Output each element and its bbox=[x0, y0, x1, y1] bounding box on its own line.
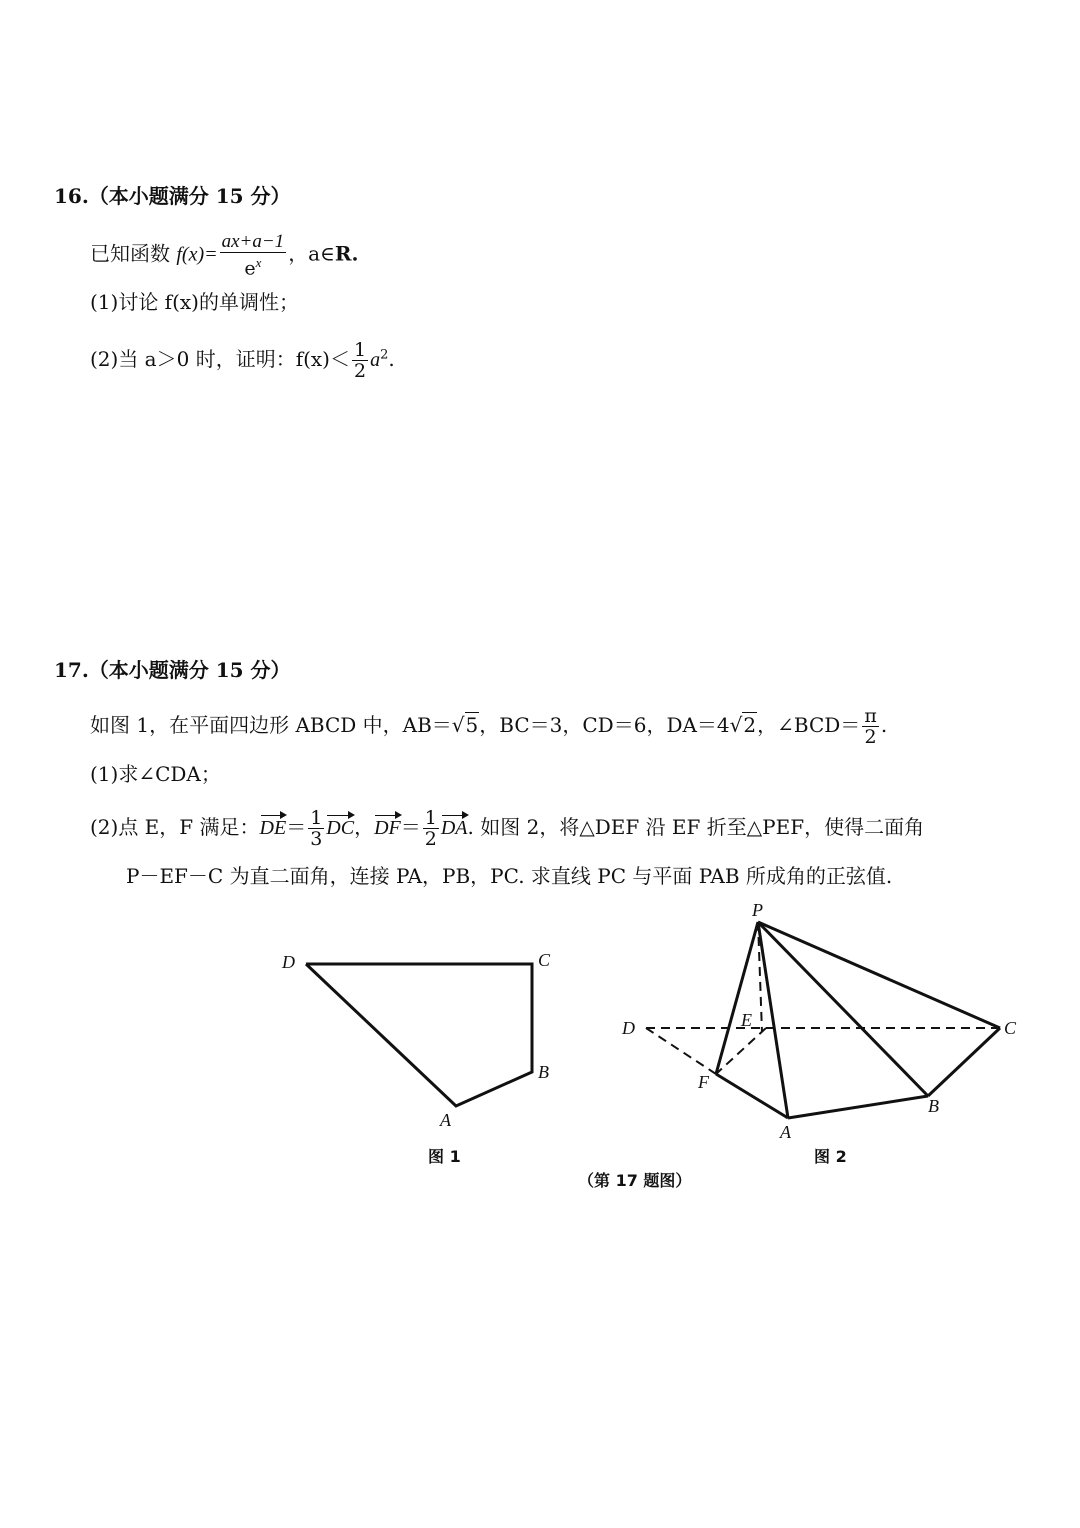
q16-part2-exp: 2 bbox=[380, 347, 389, 363]
q17-comma: ， bbox=[354, 815, 375, 839]
q16-func: f(x)= bbox=[176, 243, 218, 266]
sqrt-sign: √ bbox=[729, 713, 743, 737]
q16-numerator: ax+a−1 bbox=[221, 231, 285, 252]
edge-pc bbox=[758, 922, 1000, 1028]
fig2-label-e: E bbox=[741, 1010, 752, 1030]
q17-frac1 bbox=[308, 808, 324, 849]
edge-pb bbox=[758, 922, 928, 1096]
q16-part2-den: 2 bbox=[353, 360, 367, 382]
q17-part2-a: (2)点 E，F 满足： bbox=[90, 815, 260, 839]
q17-line1-c: ，∠BCD＝ bbox=[757, 713, 861, 737]
vector-df: DF bbox=[374, 814, 401, 842]
q17-sqrt5: 5 bbox=[465, 713, 479, 737]
fig1-label-c: C bbox=[538, 950, 551, 970]
q17-header: 17.（本小题满分 15 分） bbox=[54, 658, 291, 682]
edge-pf bbox=[716, 922, 758, 1074]
sqrt-sign: √ bbox=[451, 713, 465, 737]
edge-bc bbox=[928, 1028, 1000, 1096]
q17-part1: (1)求∠CDA； bbox=[90, 762, 221, 786]
q17-pi-den: 2 bbox=[864, 726, 877, 748]
q17-line1-b: ，BC＝3，CD＝6，DA＝4 bbox=[479, 713, 730, 737]
fig2-caption: 图 2 bbox=[814, 1147, 847, 1166]
q16-part1: (1)讨论 f(x)的单调性； bbox=[90, 290, 299, 314]
q16-denominator bbox=[220, 253, 287, 278]
q16-given-suffix: ，a∈ bbox=[288, 241, 335, 266]
q16-header: 16.（本小题满分 15 分） bbox=[54, 184, 291, 208]
edge-ab bbox=[788, 1096, 928, 1118]
vector-de: DE bbox=[260, 814, 287, 842]
fig1-label-a: A bbox=[440, 1110, 451, 1130]
q17-frac2-den: 2 bbox=[424, 828, 437, 850]
q16-part2-var: a bbox=[370, 349, 381, 371]
q17-pi-num: π bbox=[864, 705, 877, 727]
q17-line1-a: 如图 1，在平面四边形 ABCD 中，AB＝ bbox=[90, 713, 452, 737]
q16-part2-fraction bbox=[352, 340, 368, 381]
q17-line1-end: . bbox=[880, 713, 888, 737]
vector-da: DA bbox=[441, 814, 468, 842]
fig2-label-a: A bbox=[780, 1122, 791, 1142]
q17-sqrt2: 2 bbox=[743, 713, 757, 737]
q17-eq1: ＝ bbox=[286, 815, 307, 839]
q16-part2-end: . bbox=[388, 347, 395, 371]
figure-1 bbox=[270, 940, 570, 1140]
q17-eq2: ＝ bbox=[400, 815, 421, 839]
fig2-label-c: C bbox=[1004, 1018, 1017, 1038]
q16-given bbox=[90, 232, 359, 278]
q17-frac1-num: 1 bbox=[310, 807, 323, 829]
q16-denominator-base: e bbox=[244, 257, 256, 280]
q16-given-prefix: 已知函数 bbox=[90, 241, 170, 266]
q17-part2-continued: P－EF－C 为直二面角，连接 PA，PB，PC. 求直线 PC 与平面 PAB 所成角的正弦值. bbox=[126, 864, 893, 888]
q16-fraction bbox=[220, 232, 287, 278]
q16-part2-num: 1 bbox=[353, 339, 367, 361]
figure-caption: （第 17 题图） bbox=[578, 1171, 692, 1190]
q17-given bbox=[90, 706, 887, 747]
fig1-caption: 图 1 bbox=[428, 1147, 461, 1166]
q16-set-r: R. bbox=[334, 241, 359, 266]
q17-frac1-den: 3 bbox=[310, 828, 323, 850]
q16-part2 bbox=[90, 340, 395, 381]
fig2-label-d: D bbox=[622, 1018, 635, 1038]
vector-dc: DC bbox=[326, 814, 354, 842]
fig1-label-b: B bbox=[538, 1062, 549, 1082]
q17-part2-b: . 如图 2，将△DEF 沿 EF 折至△PEF，使得二面角 bbox=[467, 815, 925, 839]
fig2-label-f: F bbox=[698, 1072, 709, 1092]
figure-2 bbox=[616, 898, 1036, 1148]
fig2-label-p: P bbox=[752, 900, 763, 920]
fig1-label-d: D bbox=[282, 952, 295, 972]
edge-df bbox=[646, 1028, 716, 1074]
q16-part2-prefix: (2)当 a＞0 时，证明：f(x)＜ bbox=[90, 347, 350, 371]
q17-frac2 bbox=[423, 808, 439, 849]
q17-pi-fraction bbox=[862, 706, 879, 747]
q17-frac2-num: 1 bbox=[424, 807, 437, 829]
quadrilateral-abcd bbox=[306, 964, 532, 1106]
fig2-label-b: B bbox=[928, 1096, 939, 1116]
q16-denominator-exp: x bbox=[255, 255, 262, 270]
q17-part2 bbox=[90, 808, 924, 849]
edge-fa bbox=[716, 1074, 788, 1118]
